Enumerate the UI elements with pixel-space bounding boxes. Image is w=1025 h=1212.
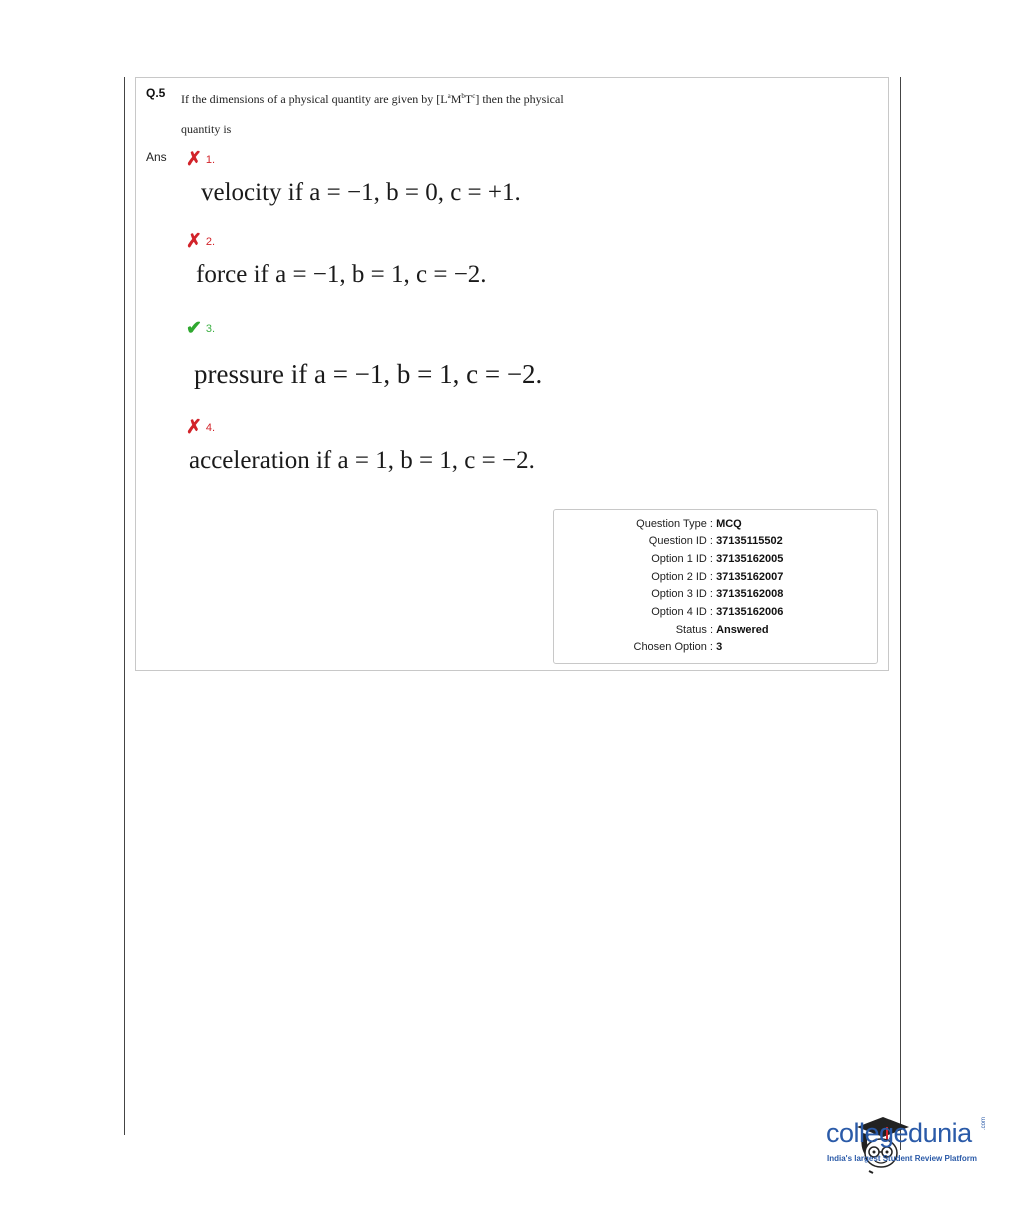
option-3-marker [186, 319, 215, 338]
info-row-option-2-id: Option 2 ID : 37135162007 [651, 571, 784, 583]
info-row-chosen-option: Chosen Option : 3 [633, 641, 723, 653]
logo-tagline: India's largest Student Review Platform [827, 1154, 977, 1163]
option-2-number: 2. [205, 235, 216, 248]
logo-com-suffix: .com [981, 1116, 987, 1130]
cross-icon: ✗ [186, 417, 202, 438]
info-row-option-4-id: Option 4 ID : 37135162006 [651, 606, 784, 618]
option-2-text: force if a = −1, b = 1, c = −2. [196, 261, 487, 288]
right-border-line [900, 77, 901, 1150]
checkmark-icon: ✔ [186, 318, 202, 339]
info-row-question-type: Question Type : MCQ [636, 518, 742, 530]
option-3-text: pressure if a = −1, b = 1, c = −2. [194, 359, 543, 389]
question-number: Q.5 [146, 86, 166, 100]
option-1-number: 1. [205, 153, 216, 166]
question-text-line1: If the dimensions of a physical quantity are given by $[L^aM^bT^c]$ then the physical [181, 92, 564, 106]
collegedunia-wordmark: collegedunia [826, 1118, 972, 1148]
option-4-text: acceleration if a = 1, b = 1, c = −2. [189, 447, 535, 474]
info-row-option-3-id: Option 3 ID : 37135162008 [651, 588, 784, 600]
answer-label: Ans [146, 150, 167, 164]
option-1-marker [186, 150, 215, 169]
option-1-text: velocity if a = −1, b = 0, c = +1. [201, 179, 521, 206]
cross-icon: ✗ [186, 231, 202, 252]
left-border-line [124, 77, 125, 1135]
option-4-number: 4. [205, 421, 216, 434]
option-4-marker [186, 418, 215, 437]
info-row-option-1-id: Option 1 ID : 37135162005 [651, 553, 784, 565]
question-text-line2: quantity is [181, 122, 232, 136]
cross-icon: ✗ [186, 149, 202, 170]
option-3-number: 3. [205, 322, 216, 335]
info-row-question-id: Question ID : 37135115502 [648, 535, 783, 547]
option-2-marker [186, 232, 215, 251]
info-row-status: Status : Answered [675, 624, 769, 636]
